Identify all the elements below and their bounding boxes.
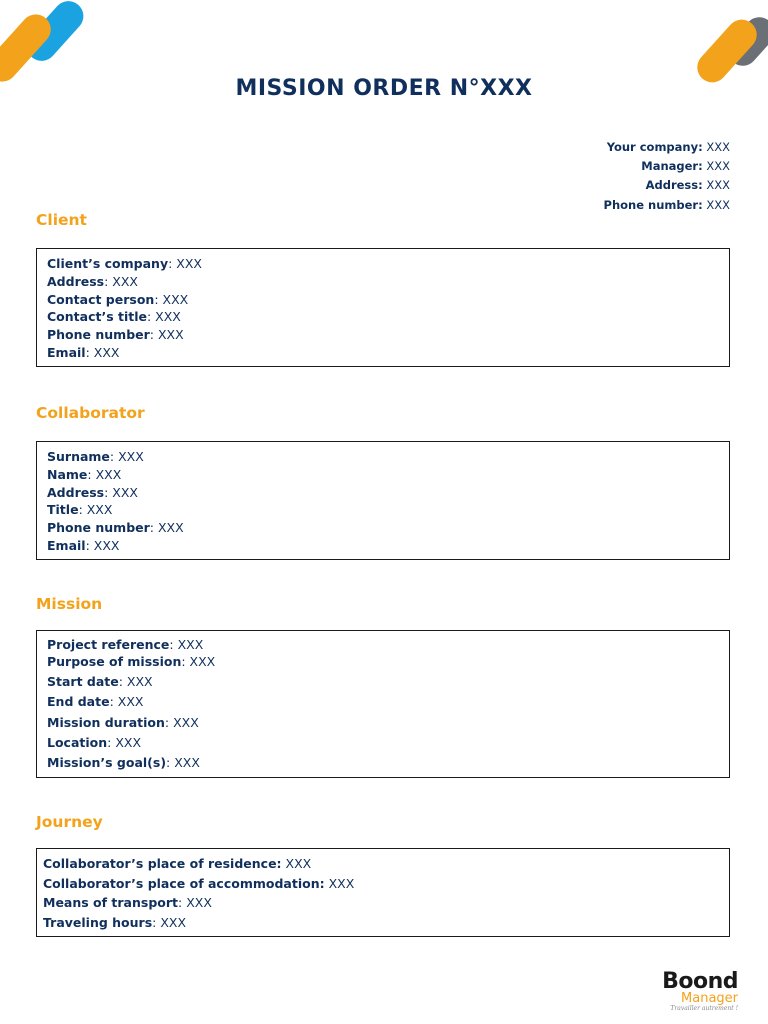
field-row: Mission duration: XXX <box>47 714 199 730</box>
section-title-collaborator: Collaborator <box>36 404 145 422</box>
field-row: Email: XXX <box>47 537 120 553</box>
company-info-row: Manager: XXX <box>641 159 730 173</box>
section-title-client: Client <box>36 211 87 229</box>
field-row: Project reference: XXX <box>47 637 204 652</box>
company-info-row: Address: XXX <box>645 178 730 192</box>
top-left-decoration <box>0 0 90 85</box>
field-row: Title: XXX <box>47 502 113 518</box>
field-row: Phone number: XXX <box>47 520 184 536</box>
field-row: Traveling hours: XXX <box>43 914 187 930</box>
boond-manager-logo <box>662 970 738 1013</box>
field-row: Surname: XXX <box>47 449 144 464</box>
page-title: MISSION ORDER N°XXX <box>235 76 533 101</box>
field-row: Collaborator’s place of accommodation: XXX <box>43 875 355 891</box>
field-row: Email: XXX <box>47 344 120 360</box>
company-info-row: Phone number: XXX <box>603 198 730 212</box>
field-row: End date: XXX <box>47 694 144 710</box>
company-info-row: Your company: XXX <box>606 140 730 154</box>
field-row: Address: XXX <box>47 484 138 500</box>
field-row: Phone number: XXX <box>47 327 184 343</box>
logo-tagline: Travailler autrement ! <box>670 1005 738 1012</box>
field-row: Client’s company: XXX <box>47 256 202 271</box>
field-row: Location: XXX <box>47 734 142 750</box>
mission-box <box>36 630 730 778</box>
field-row: Contact’s title: XXX <box>47 309 181 325</box>
field-row: Contact person: XXX <box>47 291 189 307</box>
field-row: Collaborator’s place of residence: XXX <box>43 856 312 871</box>
field-row: Means of transport: XXX <box>43 895 212 910</box>
client-box <box>36 248 730 367</box>
company-info <box>604 138 730 215</box>
field-row: Purpose of mission: XXX <box>47 654 216 669</box>
section-title-journey: Journey <box>36 813 103 831</box>
field-row: Address: XXX <box>47 273 138 289</box>
collaborator-box <box>36 441 730 560</box>
journey-box <box>36 848 730 937</box>
field-row: Name: XXX <box>47 466 122 482</box>
field-row: Mission’s goal(s): XXX <box>47 755 200 771</box>
top-right-decoration <box>688 0 768 85</box>
section-title-mission: Mission <box>36 595 103 613</box>
field-row: Start date: XXX <box>47 674 153 689</box>
logo-product-text: Manager <box>681 991 738 1006</box>
logo-brand-text: Boond <box>662 969 738 994</box>
